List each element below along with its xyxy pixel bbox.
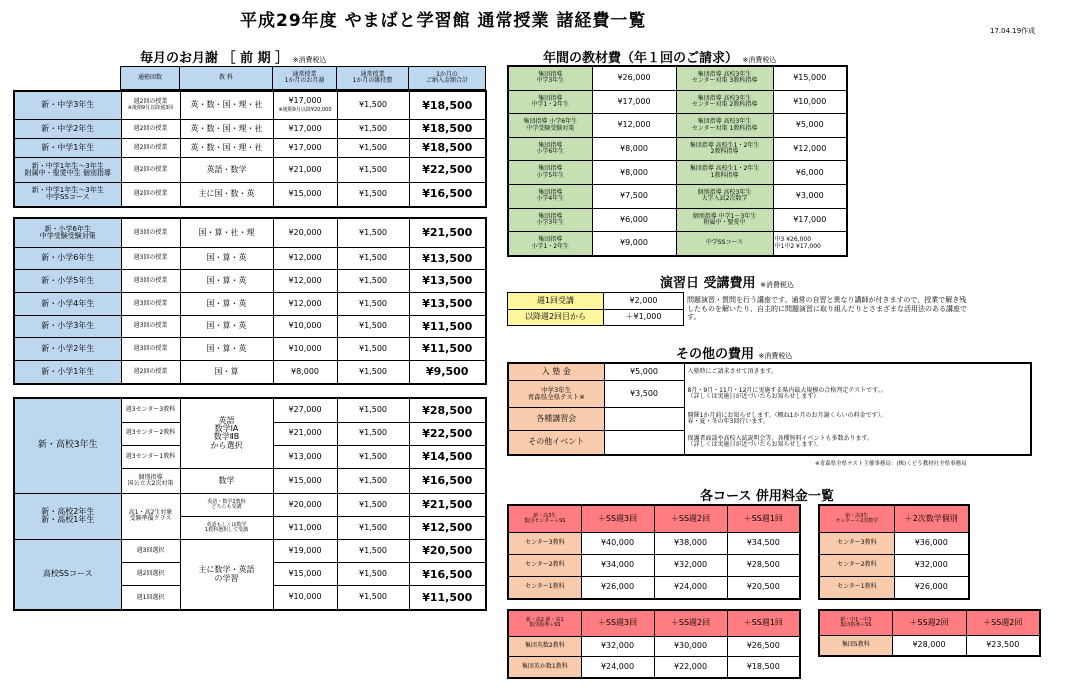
fee-cell [273,247,337,270]
total-cell: ¥13,500 [409,270,486,293]
table-row [508,66,847,90]
practice-label: 週1回受講 [508,293,604,310]
count-cell [121,182,180,207]
maint-cell: ¥1,500 [337,586,409,610]
combo-corner: 新・高3生 センター＋2次数学 [819,505,894,533]
count-cell: 週3センター2教科 [121,422,180,445]
materials-table [507,65,848,257]
table-row [508,610,800,636]
material-course: 集団指導 小学6年生 [508,137,592,161]
total-cell: ¥21,500 [409,493,486,516]
combo-price: ¥26,000 [894,576,969,599]
count-cell: 個別指導 国公立大2次対策 [121,468,180,493]
other-heading: その他の費用 ※消費税込 [676,347,793,362]
table-row [508,381,1031,408]
material-price: ¥9,000 [592,232,676,256]
table-row [508,430,1031,455]
table-row [14,360,486,384]
total-cell: ¥13,500 [409,247,486,270]
fee-cell [273,139,337,158]
table-row [508,656,800,678]
other-description: 保護者面談や高校入試説明会等、各種無料イベントも多数あります。 （詳しくは実施日が近づいたらお知らせします）。 [687,434,874,449]
maint-cell: ¥1,500 [337,91,409,119]
fee-cell: ¥15,000 [273,563,337,586]
combo-row-label: センター2教科 [819,554,894,576]
combo-row-label: センター3教科 [819,533,894,555]
grade-cell: 新・小学6年生 [14,247,121,270]
material-course: 集団指導 高校生1・2年生 2教科指導 [676,137,773,161]
table-row [14,218,486,247]
maint-cell: ¥1,500 [337,119,409,138]
grade-cell: 新・小学5年生 [14,270,121,293]
count-cell [121,158,180,182]
count-cell [121,338,180,361]
fee-text: ¥20,000 [288,227,322,237]
maint-cell: ¥1,500 [337,270,409,293]
table-row [508,114,847,138]
table-row [14,292,486,315]
count-text: 週2回の授業 [133,98,168,106]
grade-hs12: 新・高校2年生 新・高校1年生 [14,493,121,539]
total-cell: ¥12,500 [409,516,486,539]
maint-cell: ¥1,500 [337,493,409,516]
count-cell [121,139,180,158]
table-row [819,554,969,576]
count-text: 週3回の授業 [133,344,168,352]
maint-cell: ¥1,500 [337,360,409,384]
grade-cell: 新・中学1年生～3年生 中学SSコース [14,182,121,207]
other-description: 8月・9月・11月・12月に実施する県内最大規模の合格判定テストです。。 （詳しくは実施日が近づいたらお知らせします） [687,386,887,401]
maint-cell: ¥1,500 [337,540,409,563]
material-course: 集団指導 小学1・2年生 [508,232,592,256]
monthly-junior-high-table [13,90,487,208]
material-course: 集団指導 小学6年生 中学受験受験対策 [508,114,592,138]
total-cell: ¥11,500 [409,315,486,338]
count-cell [121,119,180,138]
material-course: 個別指導 高校3年生 大学入試2次数学 [676,185,773,209]
combo-column-header: ＋SS週2回 [966,610,1040,635]
combo-price: ¥23,500 [966,635,1040,656]
material-price: ¥6,000 [592,208,676,232]
count-text: 週2回の授業 [133,124,168,132]
header-total: 1か月の ご納入金額合計 [409,67,486,90]
material-course: 集団指導 高校3年生 センター対策 3教科指導 [676,66,773,90]
count-cell: 週3センター1教科 [121,445,180,468]
subject-cell: 国・算・社・理 [180,218,273,247]
material-price: ¥6,000 [773,161,847,185]
count-cell: 週3センター3教科 [121,398,180,422]
fee-text: ¥10,000 [288,343,322,353]
count-cell [121,315,180,338]
header-count: 通塾回数 [121,67,180,90]
combo-column-header: ＋SS週2回 [892,610,966,635]
combo-price: ¥38,000 [654,533,727,555]
table-row [14,119,486,138]
grade-hs3: 新・高校3年生 [14,398,121,493]
subject-cell: 国・算・英 [180,270,273,293]
other-description: 入塾時にご請求させて頂きます。 [687,368,778,376]
other-label: 中学3年生 青森県全県テスト※ [508,381,604,408]
header-fee: 通常授業 1か月のお月謝 [273,67,337,90]
total-cell: ¥13,500 [409,292,486,315]
table-row [819,610,1040,635]
table-row [14,247,486,270]
grade-cell: 新・中学1年生 [14,139,121,158]
material-course: 集団指導 小学4年生 [508,185,592,209]
combo-price: ¥36,000 [894,533,969,555]
combo-price: ¥32,000 [581,636,654,656]
fee-cell [273,218,337,247]
material-price: ¥8,000 [592,137,676,161]
combo-price: ¥28,500 [727,554,800,576]
subject-cell: 国・算・英 [180,338,273,361]
count-cell [121,270,180,293]
count-cell: 週1回選択 [121,586,180,610]
total-cell: ¥18,500 [409,119,486,138]
maint-cell: ¥1,500 [337,139,409,158]
table-row [14,270,486,293]
total-cell: ¥21,500 [409,218,486,247]
practice-description: 問題演習・質問を行う講座です。通常の自習と異なり講師が付きますので、授業で解き残したものを解いたり、自主的に問題演習に取り組んだりとさまざまな活用法のある講座です。 [687,295,967,322]
count-note: ※後期9月以降週3回 [127,105,174,112]
fee-text: ¥15,000 [288,189,322,199]
count-text: 週3回の授業 [133,254,168,262]
fee-cell: ¥27,000 [273,398,337,422]
total-cell: ¥18,500 [409,91,486,119]
other-price: ¥5,000 [604,363,684,381]
combo-row-label: センター1教科 [819,576,894,599]
combo-row-label: センター3教科 [508,533,581,555]
table-row [508,533,800,555]
combo-hs3-ss-table [507,504,801,600]
grade-cell: 新・小学2年生 [14,338,121,361]
fee-cell [273,315,337,338]
table-row [14,182,486,207]
combo-price: ¥24,000 [654,576,727,599]
total-cell: ¥28,500 [409,398,486,422]
maint-cell: ¥1,500 [337,315,409,338]
grade-cell: 新・中学1年生～3年生 附属中・聖愛中生 個別指導 [14,158,121,182]
subject-cell: 英語・数学 [180,158,273,182]
table-row [508,554,800,576]
fee-cell: ¥11,000 [273,516,337,539]
material-price: ¥12,000 [773,137,847,161]
combo-price: ¥34,000 [581,554,654,576]
maint-cell: ¥1,500 [337,338,409,361]
table-row [819,576,969,599]
grade-cell: 新・小学6年生 中学受験受験対策 [14,218,121,247]
material-course: 集団指導 高校3年生 センター対策 1教科指導 [676,114,773,138]
fee-text: ¥12,000 [288,275,322,285]
fee-cell [273,270,337,293]
total-cell: ¥11,500 [409,338,486,361]
combo-price: ¥32,000 [894,554,969,576]
count-text: 週3回の授業 [133,277,168,285]
maint-cell: ¥1,500 [337,468,409,493]
fee-text: ¥17,000 [288,123,322,133]
exam-footnote: ※青森県全県テスト主催事務局：(株)くどう教材社全県事務局 [815,461,967,467]
total-cell: ¥18,500 [409,139,486,158]
fee-cell [273,360,337,384]
material-course: 集団指導 小学5年生 [508,161,592,185]
fee-cell [273,182,337,207]
maint-cell: ¥1,500 [337,247,409,270]
fee-cell: ¥15,000 [273,468,337,493]
combo-corner: 新・高3生 集団センター＋SS [508,505,581,533]
combo-column-header: ＋SS週2回 [654,610,727,636]
fee-cell [273,292,337,315]
combo-price: ¥24,000 [581,656,654,678]
combo-junior-ss-table [818,609,1041,657]
subject-cell: 主に国・数・英 [180,182,273,207]
page-title: 平成29年度 やまばと学習館 通常授業 諸経費一覧 [240,11,647,31]
material-price: ¥17,000 [592,90,676,114]
table-row [14,338,486,361]
table-row [508,208,847,232]
count-cell [121,218,180,247]
count-cell: 週2回選択 [121,563,180,586]
practice-price: ¥2,000 [604,293,684,310]
table-row [508,636,800,656]
material-price: ¥26,000 [592,66,676,90]
combo-column-header: ＋SS週3回 [581,610,654,636]
grade-hs-ss: 高校SSコース [14,540,121,610]
material-course: 中学SSコース [676,232,773,256]
table-row [14,91,486,119]
table-row [508,161,847,185]
combo-heading: 各コース 併用料金一覧 [700,489,834,504]
subject-cell: 英語・数学2教科 どちらも受講 [180,493,273,516]
combo-column-header: ＋SS週3回 [581,505,654,533]
other-label: 入 塾 金 [508,363,604,381]
combo-row-label: 集団5教科 [819,635,892,656]
material-price: ¥8,000 [592,161,676,185]
fee-text: ¥8,000 [291,366,319,376]
combo-row-label: センター2教科 [508,554,581,576]
count-cell: 高1・高2生対象 受験準備クラス [121,493,180,539]
fee-text: ¥10,000 [288,321,322,331]
header-maintenance: 通常授業 1か月の維持費 [337,67,409,90]
material-price: ¥10,000 [773,90,847,114]
combo-price: ¥22,000 [654,656,727,678]
total-cell: ¥22,500 [409,158,486,182]
materials-heading: 年間の教材費（年１回のご請求） ※消費税込 [543,51,777,66]
combo-row-label: センター1教科 [508,576,581,599]
count-text: 週3回の授業 [133,322,168,330]
table-row [508,185,847,209]
combo-corner: 新・中1～中3 集団指導＋SS [819,610,892,635]
other-price: ¥3,500 [604,381,684,408]
fee-text: ¥17,000 [288,142,322,152]
practice-heading: 演習日 受講費用 ※消費税込 [660,276,794,291]
fee-cell: ¥13,000 [273,445,337,468]
combo-price: ¥26,000 [581,576,654,599]
material-price: ¥5,000 [773,114,847,138]
count-cell: 週3回選択 [121,540,180,563]
fee-text: ¥17,000 [288,95,322,105]
count-cell [121,360,180,384]
combo-hs12-ss-table [507,609,801,679]
header-subject: 教 科 [180,67,273,90]
combo-price: ¥26,500 [727,636,800,656]
grade-cell: 新・中学3年生 [14,91,121,119]
maint-cell: ¥1,500 [337,563,409,586]
count-text: 週2回の授業 [133,190,168,198]
fee-cell: ¥19,000 [273,540,337,563]
total-cell: ¥9,500 [409,360,486,384]
count-text: 週3回の授業 [133,228,168,236]
monthly-high-school-table [13,397,487,611]
count-text: 週3回の授業 [133,299,168,307]
subject-cell: 主に数学・英語 の学習 [180,540,273,610]
combo-column-header: ＋SS週1回 [727,505,800,533]
table-row [508,505,800,533]
monthly-header [120,66,486,90]
total-cell: ¥14,500 [409,445,486,468]
material-course: 集団指導 高校3年生 センター対策 2教科指導 [676,90,773,114]
material-price: ¥17,000 [773,208,847,232]
combo-price: ¥34,500 [727,533,800,555]
fee-cell [273,119,337,138]
grade-cell: 新・中学2年生 [14,119,121,138]
fee-text: ¥12,000 [288,298,322,308]
material-price: ¥7,500 [592,185,676,209]
fee-text: ¥12,000 [288,253,322,263]
count-cell [121,292,180,315]
material-price: ¥12,000 [592,114,676,138]
maint-cell: ¥1,500 [337,218,409,247]
other-price [604,430,684,455]
material-price: 中3 ¥26,000 中1中2 ¥17,000 [773,232,847,256]
table-row [508,363,1031,381]
monthly-heading: 毎月のお月謝 ［ 前 期 ］ ※消費税込 [140,51,327,66]
fee-cell [273,338,337,361]
practice-price: ＋¥1,000 [604,309,684,326]
count-text: 週2回の授業 [133,367,168,375]
combo-row-label: 集団英数2教科 [508,636,581,656]
other-price [604,407,684,430]
material-course: 集団指導 高校生1・2年生 1教科指導 [676,161,773,185]
subject-cell: 数学 [180,468,273,493]
grade-cell: 新・小学1年生 [14,360,121,384]
maint-cell: ¥1,500 [337,158,409,182]
practice-label: 以降週2回目から [508,309,604,326]
combo-row-label: 集団英か数1教科 [508,656,581,678]
grade-cell: 新・小学4年生 [14,292,121,315]
other-label: 各種講習会 [508,407,604,430]
subject-cell: 英語 数学ⅠA 数学ⅡB から選択 [180,398,273,468]
fee-cell [273,158,337,182]
combo-price: ¥32,000 [654,554,727,576]
table-row [819,533,969,555]
total-cell: ¥22,500 [409,422,486,445]
total-cell: ¥16,500 [409,182,486,207]
table-row [508,90,847,114]
maint-cell: ¥1,500 [337,422,409,445]
total-cell: ¥11,500 [409,586,486,610]
maint-cell: ¥1,500 [337,445,409,468]
combo-price: ¥40,000 [581,533,654,555]
table-row [819,635,1040,656]
combo-price: ¥18,500 [727,656,800,678]
table-row [819,505,969,533]
fee-cell: ¥20,000 [273,493,337,516]
count-cell [121,91,180,119]
subject-cell: 国・算・英 [180,315,273,338]
subject-cell: 国・算・英 [180,292,273,315]
subject-cell: 国・算 [180,360,273,384]
maint-cell: ¥1,500 [337,516,409,539]
maint-cell: ¥1,500 [337,292,409,315]
other-description: 開催1か月前にお知らせします。（概ね1か月のお月謝くらいの料金です）。 春・夏・冬の年3回行います。 [687,411,887,425]
other-fees-table [507,362,1032,456]
grade-cell: 新・小学3年生 [14,315,121,338]
maint-cell: ¥1,500 [337,398,409,422]
maint-cell: ¥1,500 [337,182,409,207]
fee-note: ※後期9月以降¥20,000 [278,107,332,114]
fee-cell: ¥10,000 [273,586,337,610]
combo-price: ¥28,000 [892,635,966,656]
table-row [14,139,486,158]
table-row [508,576,800,599]
combo-corner: 新・高2 新・高1 集団指導＋SS [508,610,581,636]
material-course: 集団指導 中学3年生 [508,66,592,90]
total-cell: ¥16,500 [409,468,486,493]
material-price: ¥3,000 [773,185,847,209]
subject-cell: 英・数・国・理・社 [180,119,273,138]
combo-hs3-math-table [818,504,970,600]
table-row [14,158,486,182]
combo-price: ¥20,500 [727,576,800,599]
table-row [14,315,486,338]
table-row [508,137,847,161]
fee-text: ¥21,000 [288,164,322,174]
practice-table [507,292,970,326]
count-cell [121,247,180,270]
total-cell: ¥20,500 [409,540,486,563]
count-text: 週2回の授業 [133,165,168,173]
combo-column-header: ＋SS週1回 [727,610,800,636]
subject-cell: 英・数・国・理・社 [180,91,273,119]
subject-cell: 国・算・英 [180,247,273,270]
table-row [508,232,847,256]
fee-cell: ¥21,000 [273,422,337,445]
other-label: その他イベント [508,430,604,455]
count-text: 週2回の授業 [133,144,168,152]
combo-column-header: ＋2次数学個別 [894,505,969,533]
total-cell: ¥16,500 [409,563,486,586]
fee-cell [273,91,337,119]
monthly-elementary-table [13,217,487,385]
combo-price: ¥30,000 [654,636,727,656]
table-row [508,407,1031,430]
combo-column-header: ＋SS週2回 [654,505,727,533]
material-course: 個別指導 中学1～3年生 附属中・聖愛中 [676,208,773,232]
material-course: 集団指導 中学1・2年生 [508,90,592,114]
subject-cell: 英・数・国・理・社 [180,139,273,158]
material-course: 集団指導 小学3年生 [508,208,592,232]
creation-date: 17.04.19作成 [990,27,1036,35]
material-price: ¥15,000 [773,66,847,90]
subject-cell: 英語もしくは数学 1教科選択して受講 [180,516,273,539]
